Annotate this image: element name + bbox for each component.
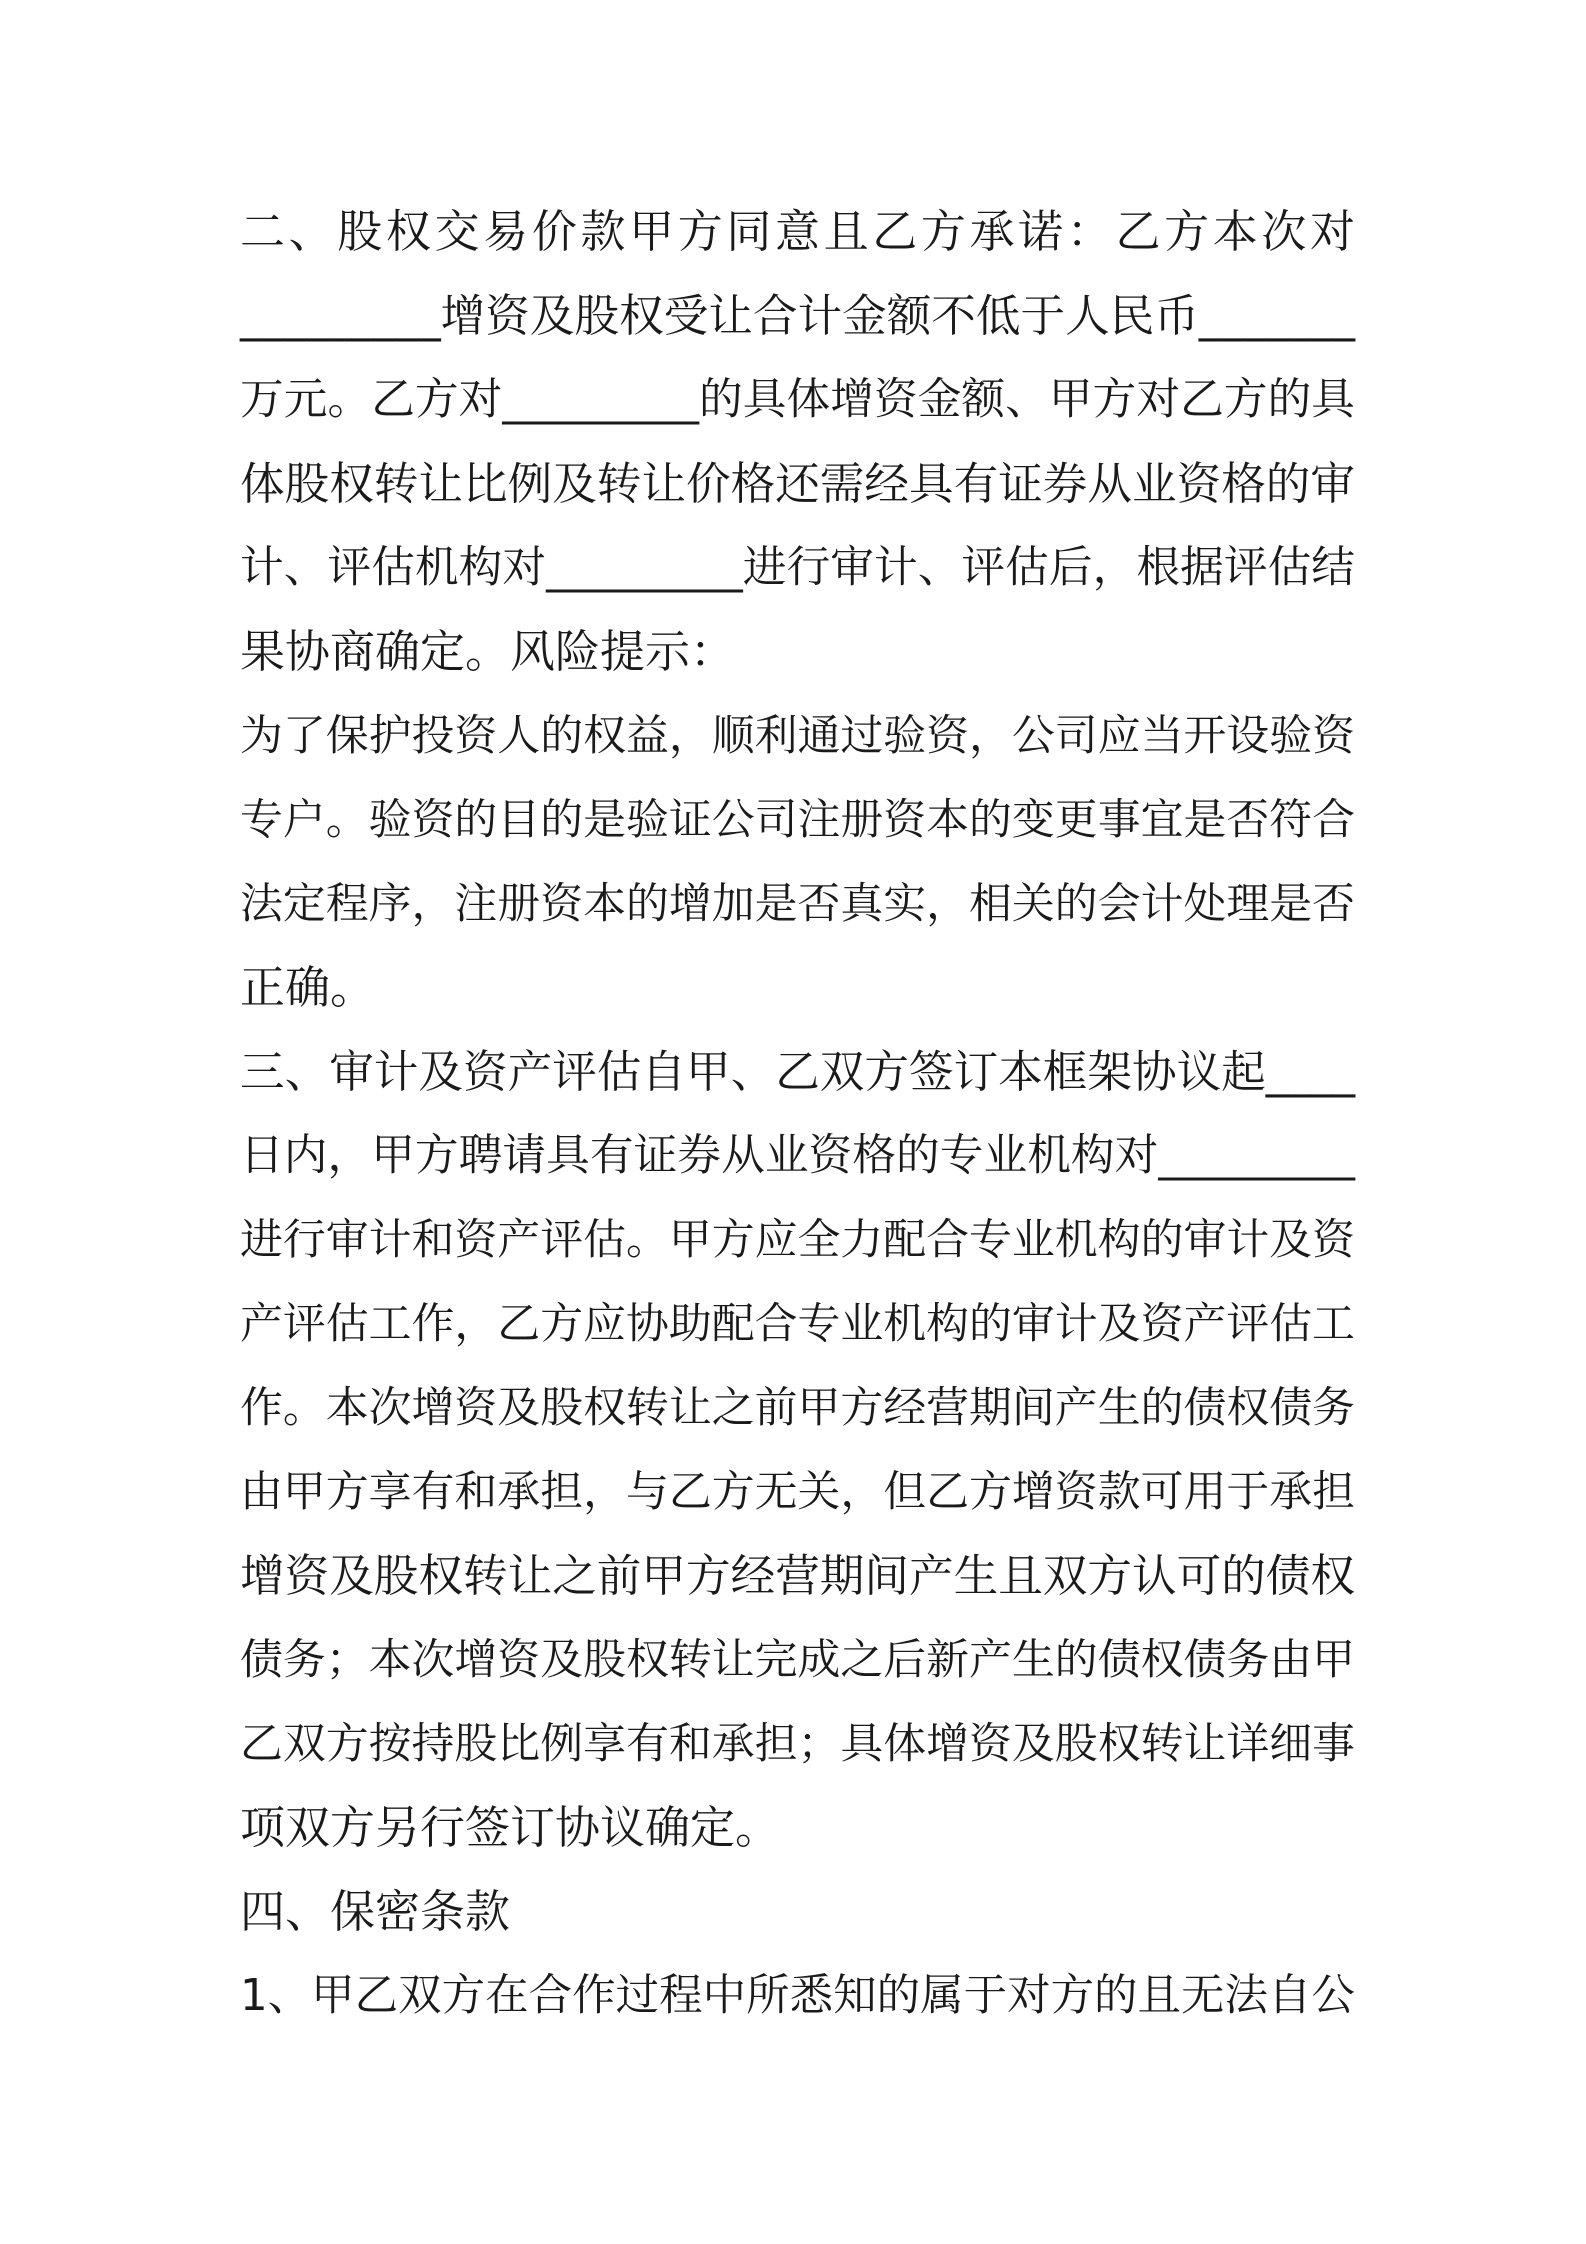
section-heading: 四、保密条款 [240,1885,511,1938]
paragraph-line: 作。本次增资及股权转让之前甲方经营期间产生的债权债务 [240,1383,1355,1433]
paragraph-line: 债务；本次增资及股权转让完成之后新产生的债权债务由甲 [240,1635,1355,1685]
paragraph-line: 三、审计及资产评估自甲、乙双方签订本框架协议起____ [240,1046,1355,1098]
paragraph-line: 专户。验资的目的是验证公司注册资本的变更事宜是否符合 [240,795,1355,845]
paragraph-line: 正确。 [240,961,376,1014]
paragraph-line: 日内，甲方聘请具有证券从业资格的专业机构对_________ [240,1130,1355,1181]
paragraph-line: 由甲方享有和承担，与乙方无关，但乙方增资款可用于承担 [240,1467,1355,1517]
paragraph-line: 计、评估机构对_________进行审计、评估后，根据评估结 [240,542,1355,593]
paragraph-line: _________增资及股权受让合计金额不低于人民币_______ [240,290,1355,342]
paragraph-line: 增资及股权转让之前甲方经营期间产生且双方认可的债权 [240,1550,1355,1602]
paragraph-line: 法定程序，注册资本的增加是否真实，相关的会计处理是否 [240,879,1355,929]
paragraph-line: 为了保护投资人的权益，顺利通过验资，公司应当开设验资 [240,711,1355,761]
paragraph-line: 进行审计和资产评估。甲方应全力配合专业机构的审计及资 [240,1215,1355,1265]
paragraph-line: 果协商确定。风险提示： [240,625,736,678]
paragraph-line: 产评估工作，乙方应协助配合专业机构的审计及资产评估工 [240,1299,1355,1349]
paragraph-line: 1、甲乙双方在合作过程中所悉知的属于对方的且无法自公 [240,1971,1355,2021]
paragraph-line: 项双方另行签订协议确定。 [240,1801,781,1854]
document-body [240,190,1355,2038]
paragraph-line: 乙双方按持股比例享有和承担；具体增资及股权转让详细事 [240,1719,1355,1769]
paragraph-line: 体股权转让比例及转让价格还需经具有证券从业资格的审 [240,458,1355,510]
paragraph-line: 二、股权交易价款甲方同意且乙方承诺：乙方本次对 [240,205,1355,258]
paragraph-line: 万元。乙方对_________的具体增资金额、甲方对乙方的具 [240,374,1355,425]
